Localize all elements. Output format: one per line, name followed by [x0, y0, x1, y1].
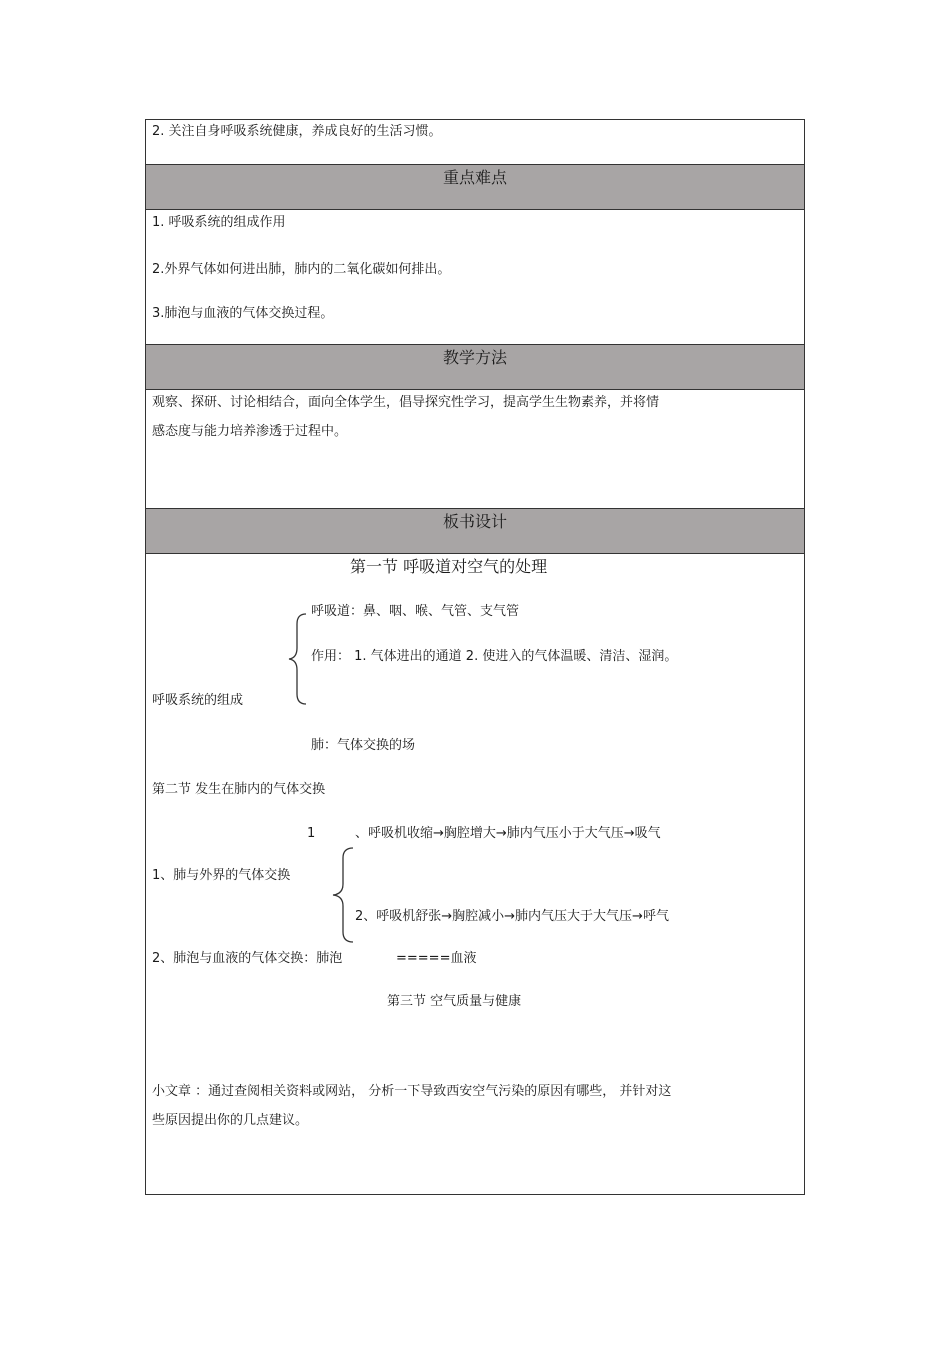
divider — [145, 553, 805, 554]
board-section2-title: 第二节 发生在肺内的气体交换 — [152, 782, 326, 797]
board-exhale-step: 2、呼吸机舒张→胸腔减小→肺内气压大于大气压→呼气 — [355, 909, 669, 924]
board-lung: 肺：气体交换的场 — [311, 738, 416, 753]
board-alveoli-blood: =====血液 — [396, 951, 477, 966]
brace-icon — [284, 612, 310, 706]
board-inhale-step: 、呼吸机收缩→胸腔增大→肺内气压小于大气压→吸气 — [355, 826, 661, 841]
board-tract-function: 作用： 1. 气体进出的通道 2. 使进入的气体温暖、清洁、湿润。 — [311, 649, 678, 664]
method-text-line: 观察、探研、讨论相结合，面向全体学生，倡导探究性学习，提高学生生物素养，并将情 — [152, 395, 660, 410]
board-lung-external-exchange: 1、肺与外界的气体交换 — [152, 868, 291, 883]
board-step1-number: 1 — [307, 826, 316, 841]
goal-line: 2. 关注自身呼吸系统健康，养成良好的生活习惯。 — [152, 124, 442, 139]
board-section3-title: 第三节 空气质量与健康 — [387, 994, 522, 1009]
key-point-item: 3.肺泡与血液的气体交换过程。 — [152, 306, 334, 321]
section-header-board-design: 板书设计 — [146, 509, 804, 553]
divider — [145, 209, 805, 210]
brace-icon — [327, 846, 357, 944]
board-system-composition: 呼吸系统的组成 — [152, 693, 244, 708]
board-respiratory-tract: 呼吸道：鼻、咽、喉、气管、支气管 — [311, 604, 520, 619]
method-text-line: 感态度与能力培养渗透于过程中。 — [152, 424, 348, 439]
board-essay-line: 小文章 ：通过查阅相关资料或网站， 分析一下导致西安空气污染的原因有哪些， 并针对这 — [152, 1084, 672, 1099]
section-header-key-points: 重点难点 — [146, 165, 804, 209]
board-section1-title: 第一节 呼吸道对空气的处理 — [350, 557, 548, 576]
board-essay-line: 些原因提出你的几点建议。 — [152, 1113, 309, 1128]
key-point-item: 2.外界气体如何进出肺，肺内的二氧化碳如何排出。 — [152, 262, 451, 277]
section-header-method: 教学方法 — [146, 345, 804, 389]
key-point-item: 1. 呼吸系统的组成作用 — [152, 215, 286, 230]
board-alveoli-exchange: 2、肺泡与血液的气体交换：肺泡 — [152, 951, 343, 966]
divider — [145, 389, 805, 390]
